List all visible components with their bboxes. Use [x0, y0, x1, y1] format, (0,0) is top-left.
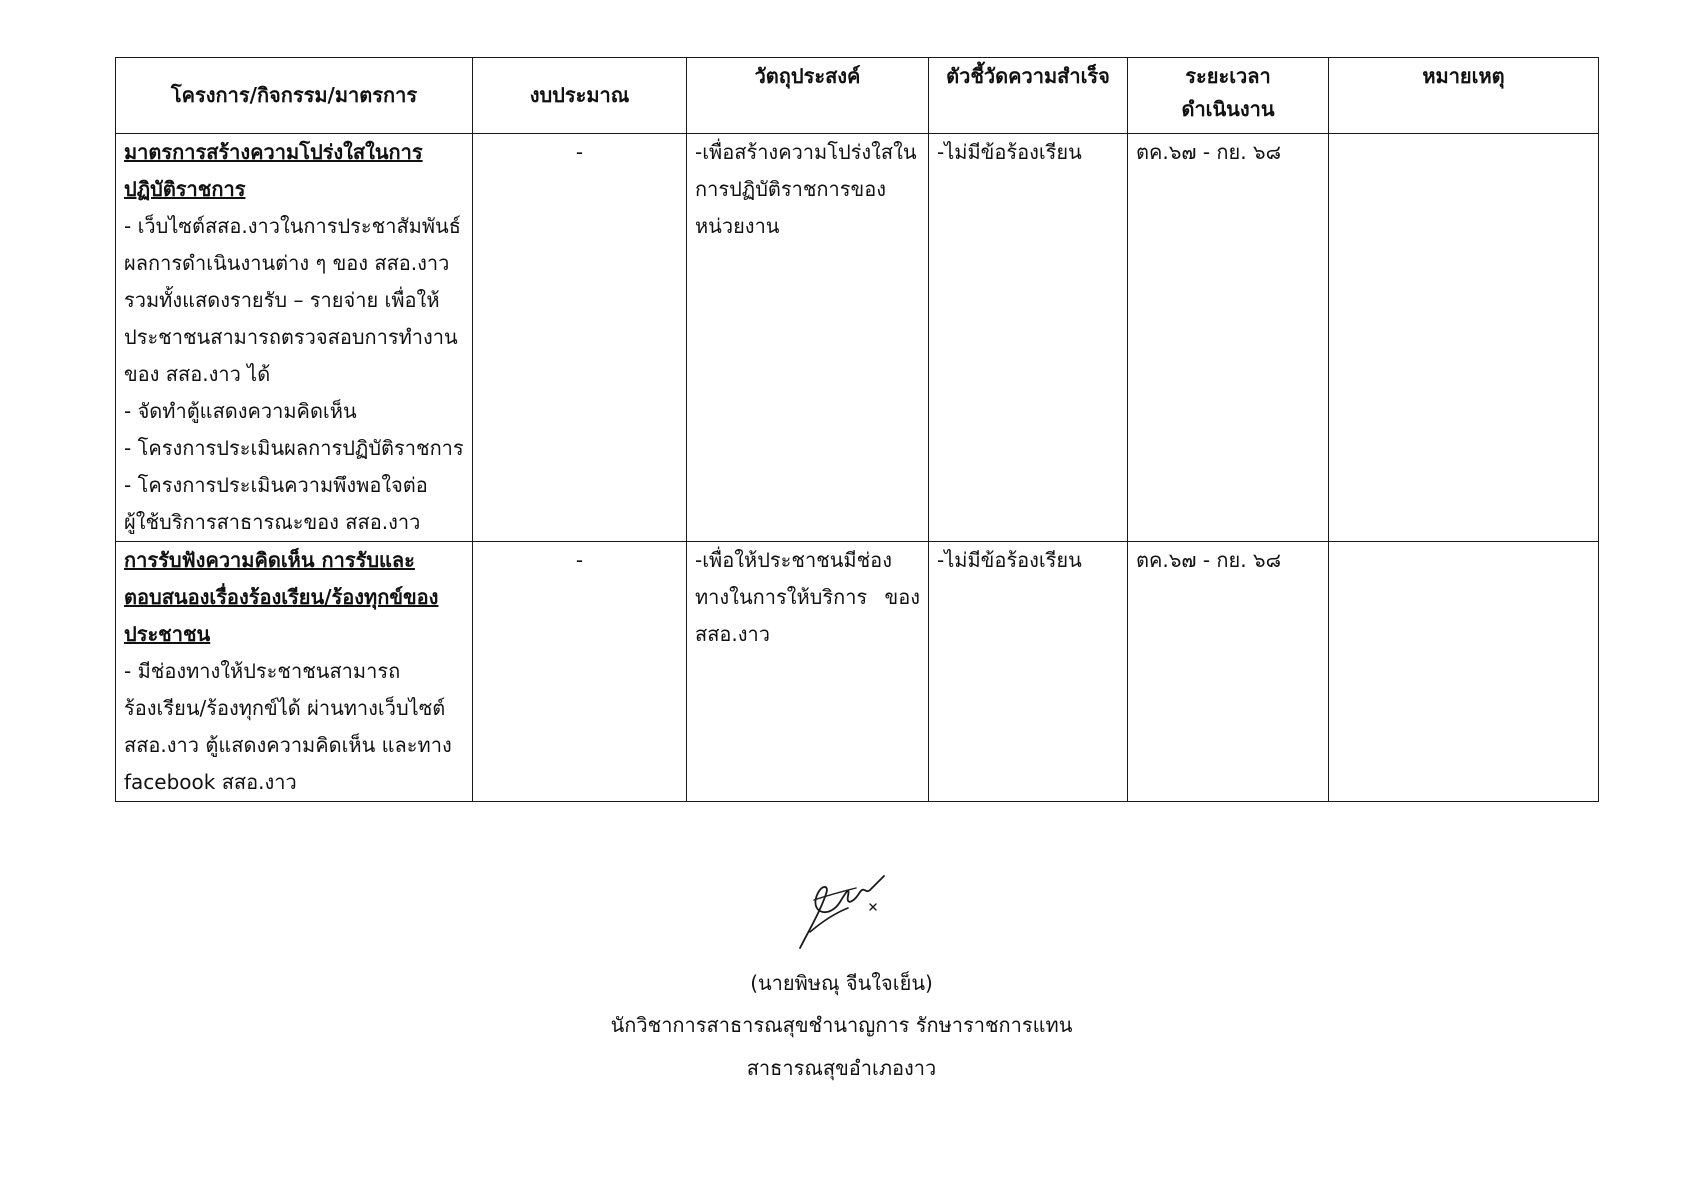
indicator-cell: -ไม่มีข้อร้องเรียน: [929, 542, 1128, 802]
plan-table: [115, 57, 1599, 802]
indicator-cell: -ไม่มีข้อร้องเรียน: [929, 134, 1128, 542]
signatory-office: สาธารณสุขอำเภองาว: [746, 1056, 937, 1080]
project-detail-line: รวมทั้งแสดงรายรับ – รายจ่าย เพื่อให้: [124, 288, 440, 312]
project-cell: [116, 542, 473, 802]
header-objective: วัตถุประสงค์: [687, 58, 929, 134]
project-title-line: ปฏิบัติราชการ: [124, 177, 246, 201]
signatory-position: นักวิชาการสาธารณสุขชำนาญการ รักษาราชการแทน: [610, 1013, 1073, 1037]
header-budget: งบประมาณ: [473, 58, 687, 134]
project-detail-line: - มีช่องทางให้ประชาชนสามารถ: [124, 659, 401, 683]
project-detail-line: - โครงการประเมินความพึงพอใจต่อ: [124, 473, 428, 497]
project-detail-line: ของ สสอ.งาว ได้: [124, 362, 271, 386]
table-row: [116, 542, 1599, 802]
header-period-line: ระยะเวลา: [1185, 64, 1271, 88]
project-detail-line: facebook สสอ.งาว: [124, 770, 297, 794]
project-title-line: ตอบสนองเรื่องร้องเรียน/ร้องทุกข์ของ: [124, 585, 439, 609]
signatory-name: (นายพิษณุ จีนใจเย็น): [750, 971, 933, 995]
project-detail-line: ผลการดำเนินงานต่าง ๆ ของ สสอ.งาว: [124, 251, 450, 275]
period-cell: ตค.๖๗ - กย. ๖๘: [1128, 134, 1329, 542]
budget-cell: -: [473, 134, 687, 542]
project-title-line: การรับฟังความคิดเห็น การรับและ: [124, 548, 415, 572]
project-detail-line: สสอ.งาว ตู้แสดงความคิดเห็น และทาง: [124, 733, 452, 757]
project-detail-line: ร้องเรียน/ร้องทุกข์ได้ ผ่านทางเว็บไซต์: [124, 696, 446, 720]
header-project: โครงการ/กิจกรรม/มาตรการ: [116, 58, 473, 134]
handwritten-signature: [790, 872, 910, 952]
header-remark: หมายเหตุ: [1329, 58, 1599, 134]
project-detail-line: - โครงการประเมินผลการปฏิบัติราชการ: [124, 436, 464, 460]
table-row: [116, 134, 1599, 542]
project-detail-line: ประชาชนสามารถตรวจสอบการทำงาน: [124, 325, 458, 349]
header-indicator: ตัวชี้วัดความสำเร็จ: [929, 58, 1128, 134]
project-title-line: ประชาชน: [124, 622, 211, 646]
project-detail-line: ผู้ใช้บริการสาธารณะของ สสอ.งาว: [124, 510, 421, 534]
project-title-line: มาตรการสร้างความโปร่งใสในการ: [124, 140, 423, 164]
header-period-line: ดำเนินงาน: [1181, 97, 1275, 121]
objective-cell: -เพื่อสร้างความโปร่งใสในการปฏิบัติราชการของหน่วยงาน: [687, 134, 929, 542]
objective-cell: -เพื่อให้ประชาชนมีช่องทางในการให้บริการ ของ สสอ.งาว: [687, 542, 929, 802]
project-detail-line: - เว็บไซต์สสอ.งาวในการประชาสัมพันธ์: [124, 214, 461, 238]
remark-cell: [1329, 542, 1599, 802]
table-header-row: [116, 58, 1599, 134]
remark-cell: [1329, 134, 1599, 542]
header-period: [1128, 58, 1329, 134]
project-cell: [116, 134, 473, 542]
period-cell: ตค.๖๗ - กย. ๖๘: [1128, 542, 1329, 802]
project-detail-line: - จัดทำตู้แสดงความคิดเห็น: [124, 399, 357, 423]
budget-cell: -: [473, 542, 687, 802]
